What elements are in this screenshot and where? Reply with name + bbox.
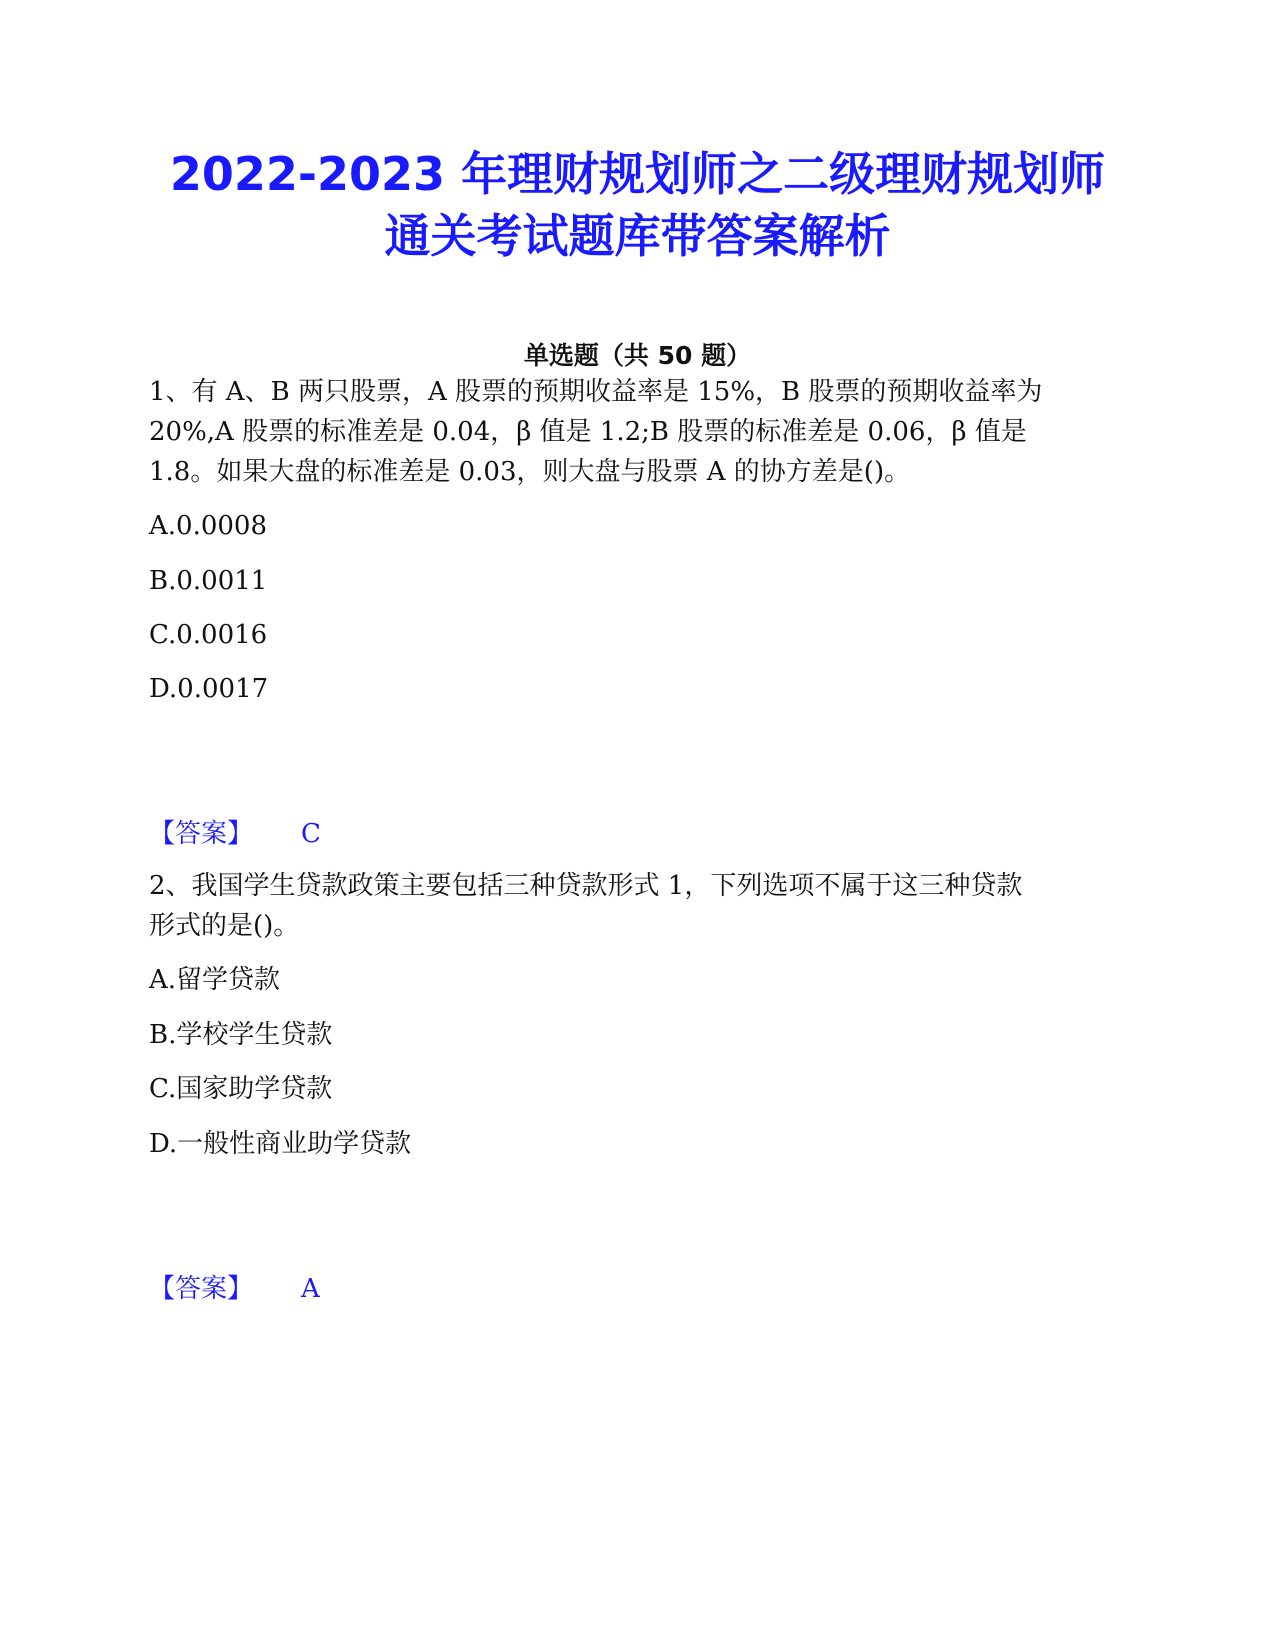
question-1-option-c: C.0.0016 [149,620,268,650]
question-1-text [149,372,1129,492]
answer-value: C [301,819,321,849]
question-1-answer [149,817,321,851]
question-1-option-d: D.0.0017 [149,674,269,704]
question-2-option-c: C.国家助学贷款 [149,1074,333,1104]
question-1-option-b: B.0.0011 [149,566,268,596]
question-2-option-a: A.留学贷款 [149,965,281,995]
question-1-line: 20%,A 股票的标准差是 0.04，β 值是 1.2;B 股票的标准差是 0.06，β 值是 [149,417,1027,447]
answer-value: A [301,1274,320,1304]
question-2-text [149,866,1129,946]
answer-label: 【答案】 [149,819,254,849]
document-title [100,143,1175,267]
question-1-line: 1、有 A、B 两只股票，A 股票的预期收益率是 15%，B 股票的预期收益率为 [149,377,1043,407]
answer-label: 【答案】 [149,1274,254,1304]
title-line-2: 通关考试题库带答案解析 [384,209,891,263]
question-2-option-b: B.学校学生贷款 [149,1020,333,1050]
section-heading: 单选题（共 50 题） [523,341,752,370]
question-2-line: 形式的是()。 [149,911,300,941]
question-1-line: 1.8。如果大盘的标准差是 0.03，则大盘与股票 A 的协方差是()。 [149,457,911,487]
question-2-answer [149,1272,320,1306]
question-2-option-d: D.一般性商业助学贷款 [149,1129,412,1159]
question-2-line: 2、我国学生贷款政策主要包括三种贷款形式 1，下列选项不属于这三种贷款 [149,871,1023,901]
title-line-1: 2022-2023 年理财规划师之二级理财规划师 [169,147,1106,201]
question-1-option-a: A.0.0008 [149,511,268,541]
